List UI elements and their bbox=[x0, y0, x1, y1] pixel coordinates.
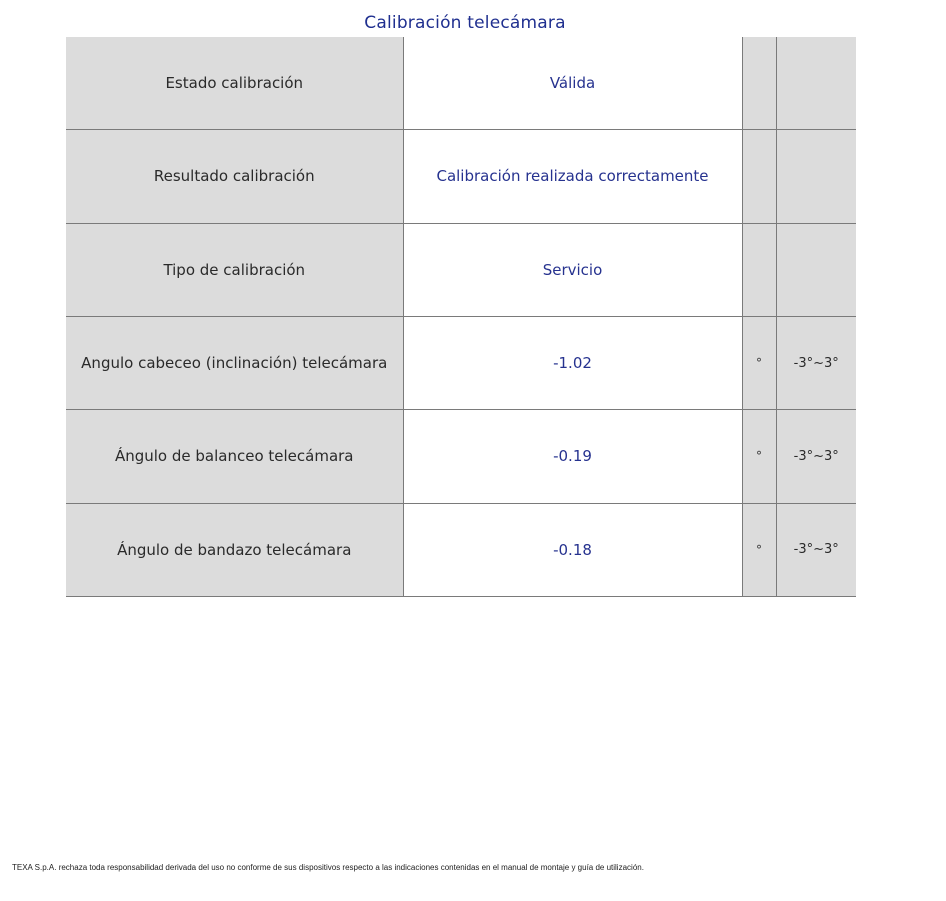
row-value: -0.18 bbox=[403, 503, 742, 596]
disclaimer-footer: TEXA S.p.A. rechaza toda responsabilidad derivada del uso no conforme de sus dispositivos respecto a las indicaciones contenidas en el manual de montaje y guía de utilización. bbox=[12, 863, 644, 872]
row-unit bbox=[742, 223, 776, 316]
row-range: -3°~3° bbox=[776, 410, 856, 503]
row-value: -0.19 bbox=[403, 410, 742, 503]
table-row bbox=[66, 503, 856, 596]
row-label: Resultado calibración bbox=[66, 130, 403, 223]
row-range bbox=[776, 223, 856, 316]
row-range: -3°~3° bbox=[776, 503, 856, 596]
row-unit: ° bbox=[742, 410, 776, 503]
table-row bbox=[66, 316, 856, 409]
row-value: Servicio bbox=[403, 223, 742, 316]
table-row bbox=[66, 130, 856, 223]
page-title: Calibración telecámara bbox=[364, 13, 566, 33]
row-label: Angulo cabeceo (inclinación) telecámara bbox=[66, 316, 403, 409]
row-unit bbox=[742, 37, 776, 130]
row-unit: ° bbox=[742, 316, 776, 409]
row-label: Estado calibración bbox=[66, 37, 403, 130]
row-range: -3°~3° bbox=[776, 316, 856, 409]
row-label: Ángulo de balanceo telecámara bbox=[66, 410, 403, 503]
table-row bbox=[66, 410, 856, 503]
row-range bbox=[776, 130, 856, 223]
row-unit: ° bbox=[742, 503, 776, 596]
row-label: Ángulo de bandazo telecámara bbox=[66, 503, 403, 596]
row-label: Tipo de calibración bbox=[66, 223, 403, 316]
row-range bbox=[776, 37, 856, 130]
row-value: Válida bbox=[403, 37, 742, 130]
calibration-table bbox=[66, 37, 856, 597]
row-unit bbox=[742, 130, 776, 223]
table-row bbox=[66, 223, 856, 316]
table-row bbox=[66, 37, 856, 130]
row-value: -1.02 bbox=[403, 316, 742, 409]
row-value: Calibración realizada correctamente bbox=[403, 130, 742, 223]
